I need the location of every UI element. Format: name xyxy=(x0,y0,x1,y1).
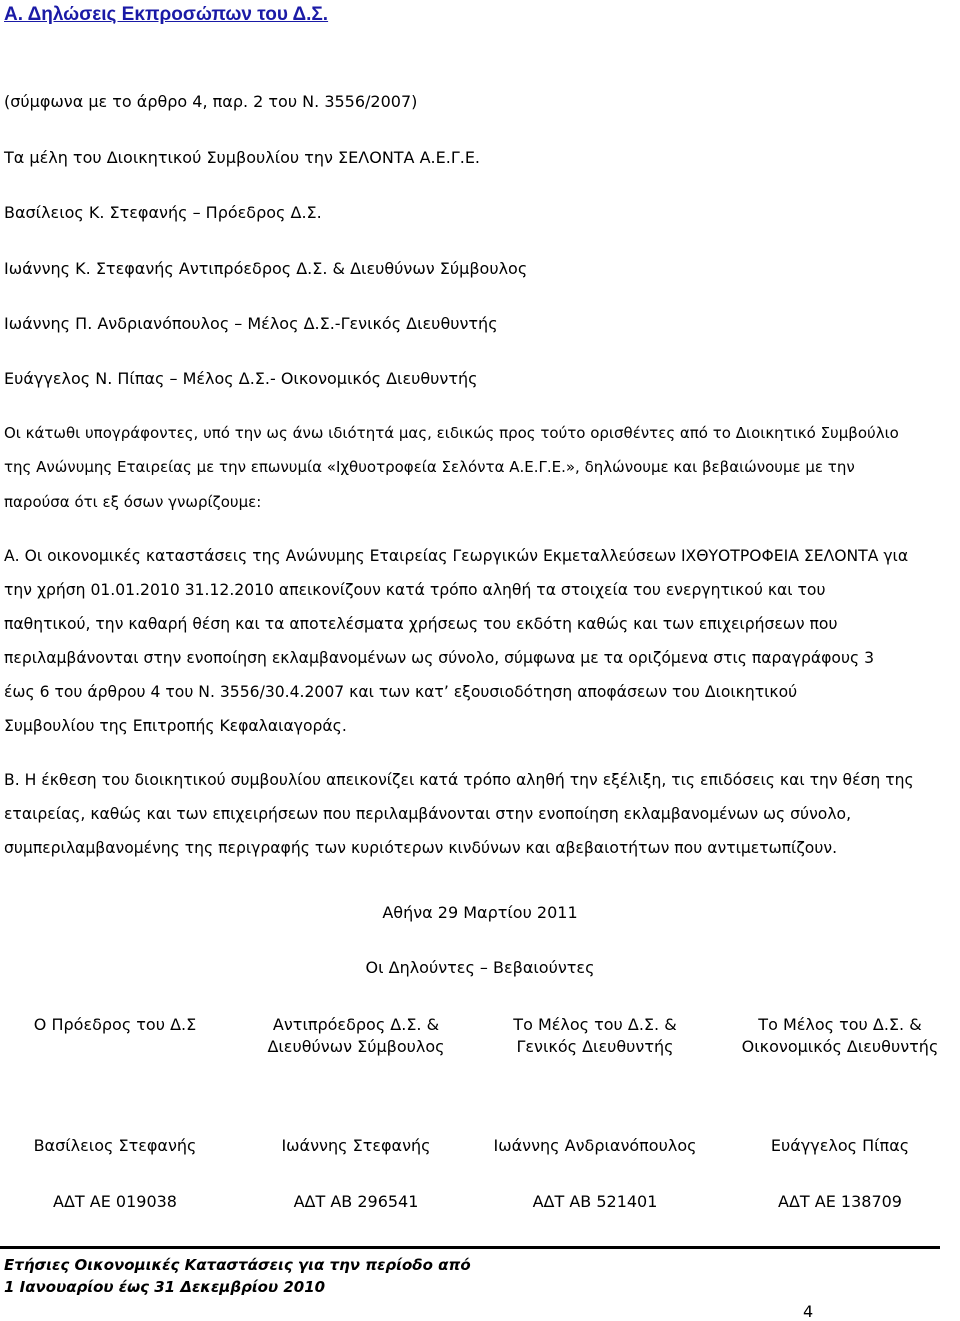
signatory-id: ΑΔΤ ΑΕ 019038 xyxy=(53,1192,177,1211)
page-number: 4 xyxy=(803,1302,814,1321)
signatory-role: Το Μέλος του Δ.Σ. & Οικονομικός Διευθυντής xyxy=(741,1015,939,1056)
law-reference: (σύμφωνα με το άρθρο 4, παρ. 2 του Ν. 3556/2007) xyxy=(4,92,418,111)
declarants-label: Οι Δηλούντες – Βεβαιούντες xyxy=(365,958,595,977)
member-1: Βασίλειος Κ. Στεφανής – Πρόεδρος Δ.Σ. xyxy=(4,203,322,222)
signatory-id: ΑΔΤ ΑΒ 521401 xyxy=(532,1192,658,1211)
point-b-line: συμπεριλαμβανομένης της περιγραφής των κυριότερων κινδύνων και αβεβαιοτήτων που αντιμετωπίζουν. xyxy=(4,839,838,857)
point-a-line: Συμβουλίου της Επιτροπής Κεφαλαιαγοράς. xyxy=(4,717,347,735)
point-a-paragraph xyxy=(4,547,956,751)
signatory-role: Ο Πρόεδρος του Δ.Σ xyxy=(33,1015,197,1034)
signatory-role: Το Μέλος του Δ.Σ. & Γενικός Διευθυντής xyxy=(513,1015,677,1056)
point-a-line: Α. Οι οικονομικές καταστάσεις της Ανώνυμης Εταιρείας Γεωργικών Εκμεταλλεύσεων ΙΧΘΥΟΤΡΟΦΕΙΑ ΣΕΛΟΝΤΑ για xyxy=(4,547,909,565)
footer-line-2: 1 Ιανουαρίου έως 31 Δεκεμβρίου 2010 xyxy=(4,1278,326,1296)
point-b-line: Β. Η έκθεση του διοικητικού συμβουλίου απεικονίζει κατά τρόπο αληθή την εξέλιξη, τις επιδόσεις και την θέση της xyxy=(4,771,914,789)
declaration-line-3: παρούσα ότι εξ όσων γνωρίζουμε: xyxy=(4,493,262,511)
declaration-line-1: Οι κάτωθι υπογράφοντες, υπό την ως άνω ιδιότητά μας, ειδικώς προς τούτο ορισθέντες από το Διοικητικό Συμβούλιο xyxy=(4,424,899,442)
board-line: Τα μέλη του Διοικητικού Συμβουλίου την ΣΕΛΟΝΤΑ Α.Ε.Γ.Ε. xyxy=(4,148,481,167)
signatory-role: Αντιπρόεδρος Δ.Σ. & Διευθύνων Σύμβουλος xyxy=(267,1015,445,1056)
declaration-line-2: της Ανώνυμης Εταιρείας με την επωνυμία «Ιχθυοτροφεία Σελόντα Α.Ε.Γ.Ε.», δηλώνουμε και βεβαιώνουμε με την xyxy=(4,458,855,476)
member-4: Ευάγγελος Ν. Πίπας – Μέλος Δ.Σ.- Οικονομικός Διευθυντής xyxy=(4,369,478,388)
member-2: Ιωάννης Κ. Στεφανής Αντιπρόεδρος Δ.Σ. & Διευθύνων Σύμβουλος xyxy=(4,259,528,278)
place-date: Αθήνα 29 Μαρτίου 2011 xyxy=(382,903,578,922)
declaration-paragraph xyxy=(4,424,956,527)
point-a-line: την χρήση 01.01.2010 31.12.2010 απεικονίζουν κατά τρόπο αληθή τα στοιχεία του ενεργητικού και του xyxy=(4,581,826,599)
member-3: Ιωάννης Π. Ανδριανόπουλος – Μέλος Δ.Σ.-Γενικός Διευθυντής xyxy=(4,314,498,333)
signatory-name: Ευάγγελος Πίπας xyxy=(770,1136,910,1155)
point-b-paragraph xyxy=(4,771,956,873)
point-a-line: παθητικού, την καθαρή θέση και τα αποτελέσματα χρήσεως του εκδότη καθώς και των επιχειρήσεων που xyxy=(4,615,838,633)
signatory-id: ΑΔΤ ΑΒ 296541 xyxy=(293,1192,419,1211)
signatory-name: Βασίλειος Στεφανής xyxy=(33,1136,197,1155)
section-heading: Α. Δηλώσεις Εκπροσώπων του Δ.Σ. xyxy=(4,4,329,25)
point-a-line: έως 6 του άρθρου 4 του Ν. 3556/30.4.2007 και των κατ’ εξουσιοδότηση αποφάσεων του Διοικητικού xyxy=(4,683,798,701)
point-b-line: εταιρείας, καθώς και των επιχειρήσεων που περιλαμβάνονται στην ενοποίηση εκλαμβανομένων ως σύνολο, xyxy=(4,805,852,823)
footer-line-1: Ετήσιες Οικονομικές Καταστάσεις για την περίοδο από xyxy=(4,1256,471,1274)
point-a-line: περιλαμβάνονται στην ενοποίηση εκλαμβανομένων ως σύνολο, σύμφωνα με τα οριζόμενα στις παραγράφους 3 xyxy=(4,649,875,667)
footer-rule xyxy=(0,1246,940,1249)
signatory-name: Ιωάννης Ανδριανόπουλος xyxy=(493,1136,697,1155)
signatory-id: ΑΔΤ ΑΕ 138709 xyxy=(778,1192,902,1211)
signatory-name: Ιωάννης Στεφανής xyxy=(281,1136,431,1155)
